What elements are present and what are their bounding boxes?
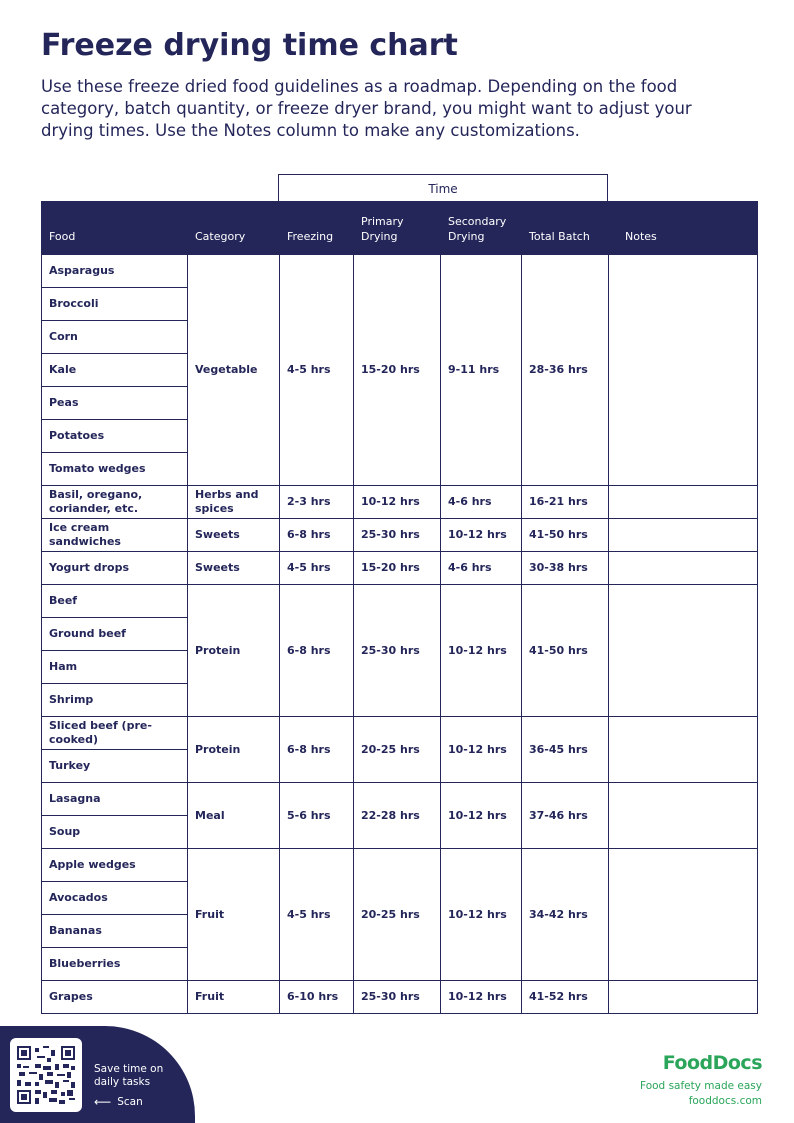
food-cell: Lasagna <box>42 783 188 816</box>
food-cell: Corn <box>42 321 188 354</box>
freezing-cell: 2-3 hrs <box>280 486 354 519</box>
notes-cell[interactable] <box>609 486 758 519</box>
scan-label: Scan <box>117 1096 143 1108</box>
category-cell: Sweets <box>188 519 280 552</box>
secondary-drying-cell: 4-6 hrs <box>441 552 522 585</box>
food-cell: Yogurt drops <box>42 552 188 585</box>
food-cell: Asparagus <box>42 255 188 288</box>
save-time-text: Save time on daily tasks <box>94 1063 164 1088</box>
table-row <box>42 717 758 750</box>
notes-cell[interactable] <box>609 981 758 1014</box>
category-cell: Protein <box>188 585 280 717</box>
food-cell: Grapes <box>42 981 188 1014</box>
food-cell: Turkey <box>42 750 188 783</box>
brand-block <box>640 1052 762 1107</box>
freezing-cell: 4-5 hrs <box>280 552 354 585</box>
category-cell: Vegetable <box>188 255 280 486</box>
total-batch-cell: 36-45 hrs <box>522 717 609 783</box>
table-row <box>42 486 758 519</box>
table-header-row <box>42 202 758 255</box>
column-header-food: Food <box>42 202 188 255</box>
table-row <box>42 519 758 552</box>
food-cell: Ice cream sandwiches <box>42 519 188 552</box>
secondary-drying-cell: 10-12 hrs <box>441 981 522 1014</box>
food-cell: Soup <box>42 816 188 849</box>
category-cell: Meal <box>188 783 280 849</box>
notes-cell[interactable] <box>609 783 758 849</box>
primary-drying-cell: 25-30 hrs <box>354 519 441 552</box>
food-cell: Kale <box>42 354 188 387</box>
secondary-drying-cell: 10-12 hrs <box>441 783 522 849</box>
primary-drying-cell: 25-30 hrs <box>354 585 441 717</box>
primary-drying-cell: 25-30 hrs <box>354 981 441 1014</box>
freezing-cell: 6-8 hrs <box>280 519 354 552</box>
qr-code-icon[interactable] <box>10 1038 82 1112</box>
category-cell: Fruit <box>188 849 280 981</box>
total-batch-cell: 41-50 hrs <box>522 519 609 552</box>
food-cell: Peas <box>42 387 188 420</box>
total-batch-cell: 30-38 hrs <box>522 552 609 585</box>
column-header-freezing: Freezing <box>280 202 354 255</box>
freezing-cell: 4-5 hrs <box>280 255 354 486</box>
freezing-cell: 4-5 hrs <box>280 849 354 981</box>
food-cell: Basil, oregano, coriander, etc. <box>42 486 188 519</box>
time-group-header <box>278 174 608 202</box>
brand-website-link[interactable]: fooddocs.com <box>688 1095 762 1107</box>
food-cell: Shrimp <box>42 684 188 717</box>
fooddocs-logo: FoodDocs <box>662 1052 762 1074</box>
column-header-category: Category <box>188 202 280 255</box>
table-row <box>42 783 758 816</box>
total-batch-cell: 16-21 hrs <box>522 486 609 519</box>
category-cell: Fruit <box>188 981 280 1014</box>
food-cell: Ground beef <box>42 618 188 651</box>
primary-drying-cell: 22-28 hrs <box>354 783 441 849</box>
notes-cell[interactable] <box>609 585 758 717</box>
notes-cell[interactable] <box>609 519 758 552</box>
table-row <box>42 255 758 288</box>
column-header-notes: Notes <box>609 202 758 255</box>
page-title: Freeze drying time chart <box>41 28 458 63</box>
food-cell: Broccoli <box>42 288 188 321</box>
table-body <box>42 255 758 1014</box>
primary-drying-cell: 15-20 hrs <box>354 552 441 585</box>
freezing-cell: 6-8 hrs <box>280 585 354 717</box>
food-cell: Tomato wedges <box>42 453 188 486</box>
food-cell: Bananas <box>42 915 188 948</box>
food-cell: Blueberries <box>42 948 188 981</box>
category-cell: Protein <box>188 717 280 783</box>
total-batch-cell: 41-52 hrs <box>522 981 609 1014</box>
secondary-drying-cell: 10-12 hrs <box>441 717 522 783</box>
freezing-cell: 6-10 hrs <box>280 981 354 1014</box>
arrow-left-icon: ⟵ <box>94 1095 112 1109</box>
brand-tagline: Food safety made easy <box>640 1080 762 1092</box>
secondary-drying-cell: 4-6 hrs <box>441 486 522 519</box>
food-cell: Ham <box>42 651 188 684</box>
table-row <box>42 585 758 618</box>
food-cell: Apple wedges <box>42 849 188 882</box>
total-batch-cell: 34-42 hrs <box>522 849 609 981</box>
total-batch-cell: 41-50 hrs <box>522 585 609 717</box>
column-header-total-batch: Total Batch <box>522 202 609 255</box>
secondary-drying-cell: 10-12 hrs <box>441 519 522 552</box>
intro-text: Use these freeze dried food guidelines as a roadmap. Depending on the food category, batch quantity, or freeze dryer brand, you might want to adjust your drying times. Use the Notes column to make any customizations. <box>41 77 692 140</box>
scan-hint <box>94 1095 143 1109</box>
notes-cell[interactable] <box>609 552 758 585</box>
notes-cell[interactable] <box>609 255 758 486</box>
notes-cell[interactable] <box>609 849 758 981</box>
table-row <box>42 849 758 882</box>
column-header-secondary-drying: Secondary Drying <box>441 202 522 255</box>
notes-cell[interactable] <box>609 717 758 783</box>
table-row <box>42 981 758 1014</box>
food-cell: Avocados <box>42 882 188 915</box>
freezing-cell: 6-8 hrs <box>280 717 354 783</box>
table-row <box>42 552 758 585</box>
primary-drying-cell: 20-25 hrs <box>354 849 441 981</box>
freezing-cell: 5-6 hrs <box>280 783 354 849</box>
column-header-primary-drying: Primary Drying <box>354 202 441 255</box>
food-cell: Potatoes <box>42 420 188 453</box>
food-cell: Sliced beef (pre-cooked) <box>42 717 188 750</box>
food-cell: Beef <box>42 585 188 618</box>
secondary-drying-cell: 10-12 hrs <box>441 585 522 717</box>
primary-drying-cell: 10-12 hrs <box>354 486 441 519</box>
category-cell: Sweets <box>188 552 280 585</box>
total-batch-cell: 28-36 hrs <box>522 255 609 486</box>
total-batch-cell: 37-46 hrs <box>522 783 609 849</box>
primary-drying-cell: 15-20 hrs <box>354 255 441 486</box>
time-header-label: Time <box>428 181 458 196</box>
secondary-drying-cell: 10-12 hrs <box>441 849 522 981</box>
category-cell: Herbs and spices <box>188 486 280 519</box>
secondary-drying-cell: 9-11 hrs <box>441 255 522 486</box>
drying-time-table <box>41 201 758 1014</box>
primary-drying-cell: 20-25 hrs <box>354 717 441 783</box>
